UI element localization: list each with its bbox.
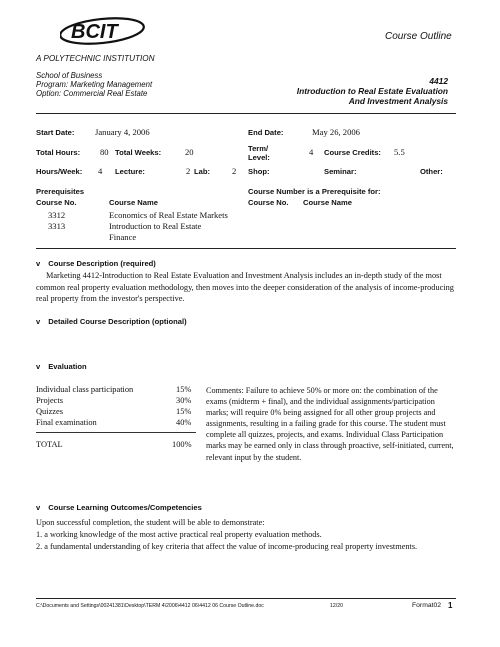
evaluation-comments: Comments: Failure to achieve 50% or more on: the combination of the exams (midterm + final), and the individual assignments/participation marks; will require 0% being assigned for all other group projects and assignments, resulting in a failing grade for this course. The student must complete all quizzes, projects, and exams. Individual Class Participation marks may be earned only in class through proactive, self-initiated, current, relevant input by the student.	[206, 386, 454, 462]
prereq-col-name: Course Name	[109, 198, 158, 207]
outcomes-title: Course Learning Outcomes/Competencies	[48, 503, 202, 512]
prerequisites-title: Prerequisites	[36, 187, 85, 196]
eval-item-pct: 40%	[176, 418, 192, 427]
eval-item-pct: 30%	[176, 396, 192, 405]
end-date-label: End Date:	[248, 128, 284, 137]
course-description-heading	[36, 259, 156, 268]
evaluation-heading	[36, 362, 87, 371]
outcomes-intro: Upon successful completion, the student will be able to demonstrate:	[36, 518, 265, 527]
eval-item-name: Individual class participation	[36, 385, 134, 394]
prereq-row-no: 3312	[48, 210, 66, 220]
logo-text: BCIT	[71, 21, 118, 43]
outcome-item: 2. a fundamental understanding of key criteria that affect the value of income-producing real property investments.	[36, 542, 418, 551]
section-divider	[36, 248, 456, 249]
lab-label: Lab:	[194, 167, 211, 176]
term-label: Term/	[248, 144, 269, 153]
level-label: Level:	[248, 153, 270, 162]
prereq-row-no: 3313	[48, 221, 66, 231]
seminar-label: Seminar:	[324, 167, 357, 176]
course-title-line2: And Investment Analysis	[348, 96, 448, 106]
institution-tagline: A POLYTECHNIC INSTITUTION	[36, 54, 155, 63]
hours-week-value: 4	[98, 166, 103, 176]
prereq-row-name-cont: Finance	[109, 232, 137, 242]
prereq-row-name: Economics of Real Estate Markets	[109, 210, 228, 220]
course-credits-value: 5.5	[394, 147, 405, 157]
total-hours-value: 80	[100, 147, 109, 157]
eval-total-pct: 100%	[172, 440, 192, 449]
hours-week-label: Hours/Week:	[36, 167, 83, 176]
footer-file-path: C:\Documents and Settings\00241381\Desktop\TERM 4\2006\4412 06\4412 06 Course Outline.doc	[36, 603, 264, 609]
school-name: School of Business	[36, 71, 103, 80]
course-description-title: Course Description (required)	[48, 259, 156, 268]
eval-item-pct: 15%	[176, 385, 192, 394]
course-description-text: Marketing 4412-Introduction to Real Estate Evaluation and Investment Analysis includes an in-depth study of the most common real property evaluation methodology, then moves into the deeper consideration of the analysis of income-producing real property from the investor's perspective.	[36, 271, 454, 304]
eval-item-pct: 15%	[176, 407, 192, 416]
course-number: 4412	[429, 76, 448, 86]
footer-page-number: 1	[448, 601, 453, 610]
prereq-for-col-name: Course Name	[303, 198, 352, 207]
footer-form-id: Format02	[412, 602, 442, 609]
total-weeks-value: 20	[185, 147, 194, 157]
shop-label: Shop:	[248, 167, 270, 176]
section-bullet: v	[36, 503, 41, 512]
lecture-label: Lecture:	[115, 167, 145, 176]
other-label: Other:	[420, 167, 443, 176]
prereq-for-col-no: Course No.	[248, 198, 289, 207]
eval-item-name: Quizzes	[36, 407, 63, 416]
prereq-row-name: Introduction to Real Estate	[109, 221, 202, 231]
course-title-line1: Introduction to Real Estate Evaluation	[296, 86, 448, 96]
detailed-description-heading	[36, 317, 187, 326]
lecture-value: 2	[186, 166, 191, 176]
term-value: 4	[309, 147, 314, 157]
total-weeks-label: Total Weeks:	[115, 148, 162, 157]
eval-total-label: TOTAL	[36, 440, 63, 449]
eval-total-rule	[36, 432, 196, 433]
total-hours-label: Total Hours:	[36, 148, 81, 157]
prereq-col-no: Course No.	[36, 198, 77, 207]
footer-divider	[36, 598, 456, 599]
end-date-value: May 26, 2006	[312, 127, 360, 137]
outcome-item: 1. a working knowledge of the most active practical real property evaluation methods.	[36, 530, 322, 539]
footer-page-date: 12/20	[330, 603, 343, 609]
outcomes-heading	[36, 503, 202, 512]
lab-value: 2	[232, 166, 237, 176]
start-date-value: January 4, 2006	[95, 127, 150, 137]
doc-type: Course Outline	[385, 31, 452, 42]
evaluation-title: Evaluation	[48, 362, 87, 371]
section-bullet: v	[36, 317, 41, 326]
eval-item-name: Final examination	[36, 418, 97, 427]
section-bullet: v	[36, 362, 41, 371]
header-divider	[36, 113, 456, 114]
course-credits-label: Course Credits:	[324, 148, 381, 157]
section-bullet: v	[36, 259, 41, 268]
prereq-for-title: Course Number is a Prerequisite for:	[248, 187, 381, 196]
program-name: Program: Marketing Management	[36, 80, 153, 89]
start-date-label: Start Date:	[36, 128, 75, 137]
option-name: Option: Commercial Real Estate	[36, 89, 148, 98]
detailed-description-title: Detailed Course Description (optional)	[48, 317, 187, 326]
bcit-logo	[60, 16, 148, 46]
eval-item-name: Projects	[36, 396, 63, 405]
